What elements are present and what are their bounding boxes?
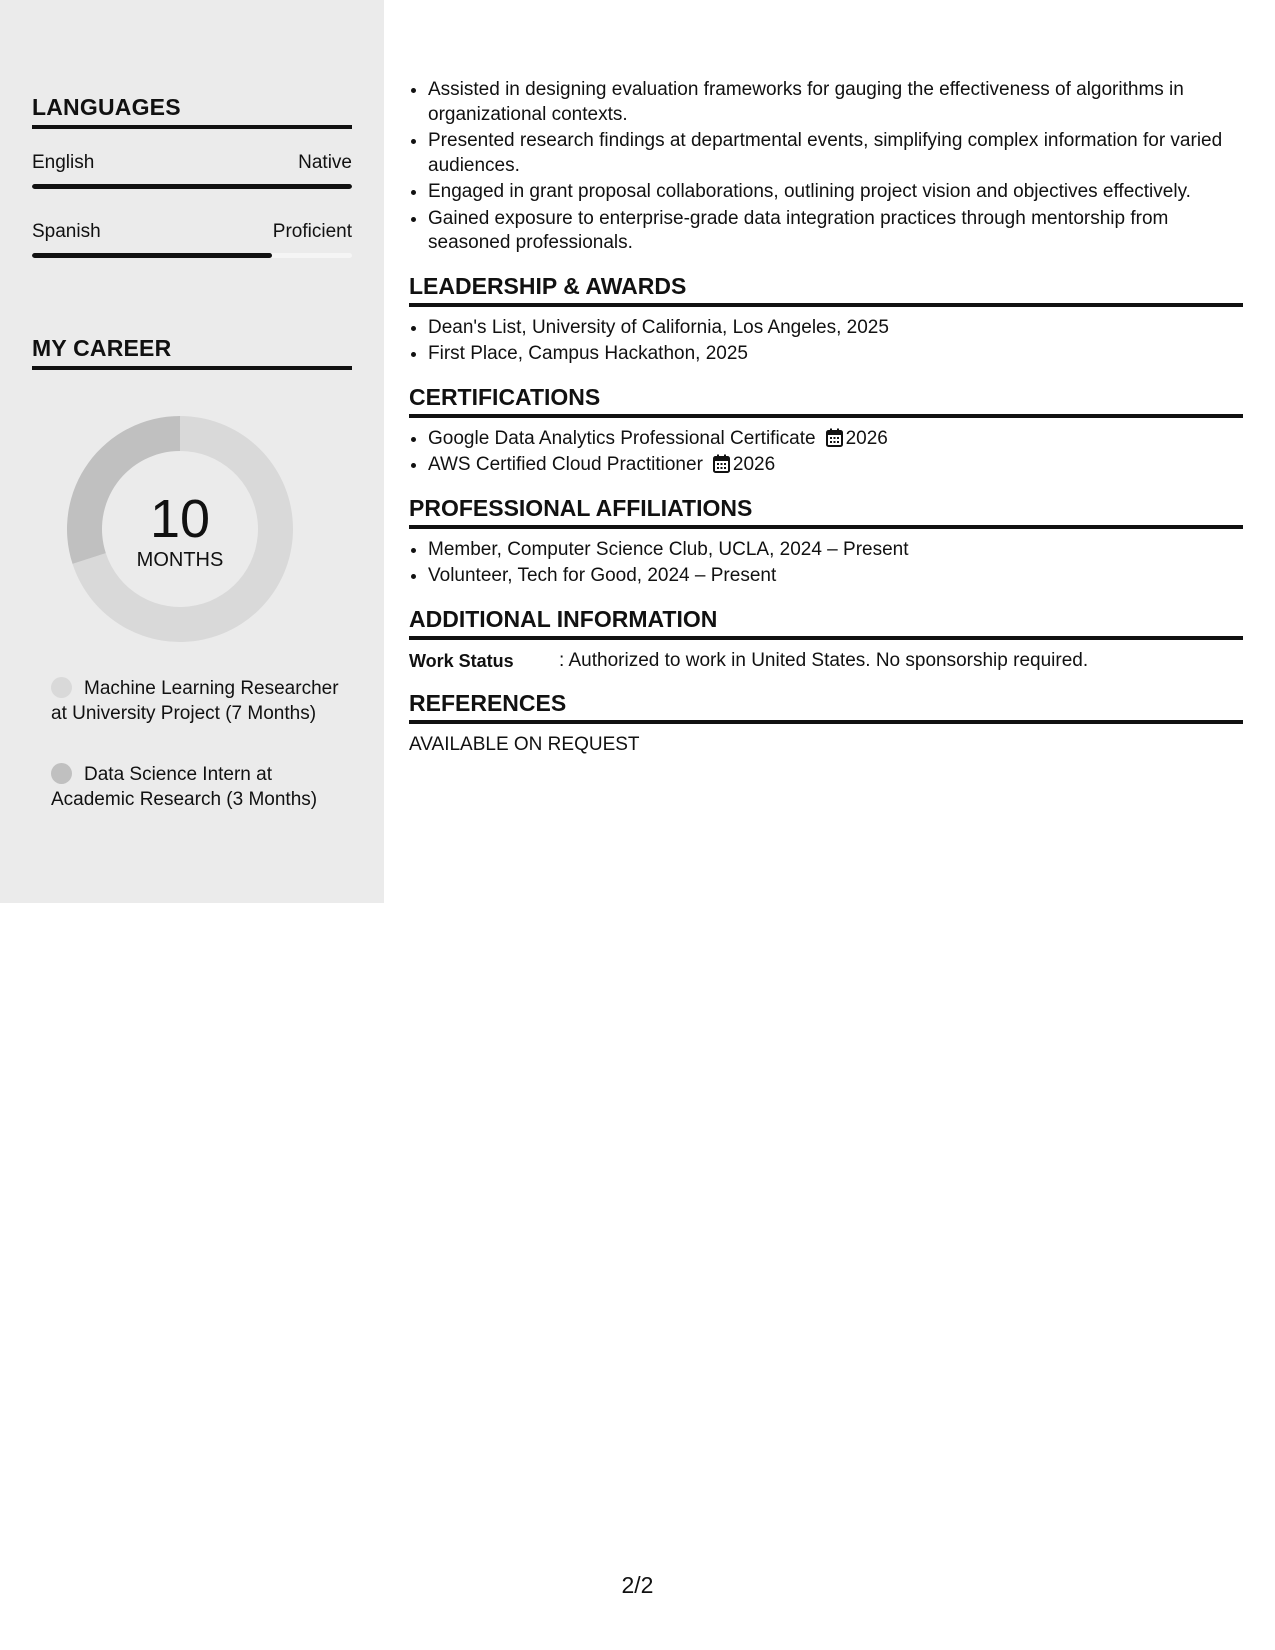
legend-dot-icon: [51, 677, 72, 698]
list-item: • Presented research findings at departmental events, simplifying complex information for varied audiences.: [428, 129, 1243, 178]
language-level: Native: [298, 152, 352, 173]
list-item: • Dean's List, University of California, Los Angeles, 2025: [428, 316, 1243, 341]
certification-name: Google Data Analytics Professional Certificate: [428, 427, 816, 449]
career-legend-item: [51, 676, 341, 726]
leadership-heading: LEADERSHIP & AWARDS: [409, 272, 1243, 307]
career-total-value: 10: [149, 489, 211, 549]
career-total-unit: MONTHS: [136, 549, 224, 571]
language-level: Proficient: [272, 221, 352, 242]
certification-year: 2026: [732, 454, 776, 475]
list-item: [428, 427, 1243, 452]
list-item: • Assisted in designing evaluation frameworks for gauging the effectiveness of algorithms in organizational contexts.: [428, 78, 1243, 127]
certification-year: 2026: [845, 427, 888, 449]
language-bar-spanish: [32, 253, 352, 258]
languages-heading: LANGUAGES: [32, 94, 352, 129]
language-bar-fill: [32, 253, 272, 258]
language-bar-english: [32, 184, 352, 189]
certifications-heading: CERTIFICATIONS: [409, 383, 1243, 418]
donut-center: [66, 415, 294, 643]
sidebar: [0, 0, 384, 903]
list-item: • Engaged in grant proposal collaborations, outlining project vision and objectives effectively.: [428, 180, 1243, 205]
work-status-label: Work Status: [409, 650, 514, 671]
list-item: • Member, Computer Science Club, UCLA, 2024 – Present: [428, 538, 1243, 563]
work-status-value: : Authorized to work in United States. No sponsorship required.: [559, 649, 1089, 671]
certifications-list: [409, 427, 1243, 478]
certification-name: AWS Certified Cloud Practitioner: [428, 454, 703, 475]
experience-bullet-list: [409, 78, 1243, 256]
affiliations-list: [409, 538, 1243, 589]
career-heading: MY CAREER: [32, 335, 352, 370]
leadership-list: [409, 316, 1243, 367]
language-name: Spanish: [32, 221, 101, 242]
legend-label: Data Science Intern at Academic Research (3 Months): [51, 764, 318, 810]
calendar-icon: [713, 454, 730, 473]
legend-label: Machine Learning Researcher at University Project (7 Months): [51, 678, 339, 724]
language-bar-fill: [32, 184, 352, 189]
language-row-english: [32, 152, 352, 174]
language-row-spanish: [32, 221, 352, 243]
list-item: • Volunteer, Tech for Good, 2024 – Present: [428, 564, 1243, 589]
language-name: English: [32, 152, 95, 173]
work-status-row: [409, 649, 1243, 673]
references-text: AVAILABLE ON REQUEST: [409, 733, 640, 755]
list-item: • Gained exposure to enterprise-grade data integration practices through mentorship from seasoned professionals.: [428, 207, 1243, 256]
additional-info-heading: ADDITIONAL INFORMATION: [409, 605, 1243, 640]
main-content: [409, 78, 1243, 757]
references-heading: REFERENCES: [409, 689, 1243, 724]
list-item: • First Place, Campus Hackathon, 2025: [428, 342, 1243, 367]
career-donut-chart: [66, 415, 294, 643]
career-legend-item: [51, 762, 341, 812]
legend-dot-icon: [51, 763, 72, 784]
affiliations-heading: PROFESSIONAL AFFILIATIONS: [409, 494, 1243, 529]
page-number: 2/2: [621, 1572, 654, 1598]
list-item: [428, 453, 1243, 478]
calendar-icon: [826, 428, 843, 447]
